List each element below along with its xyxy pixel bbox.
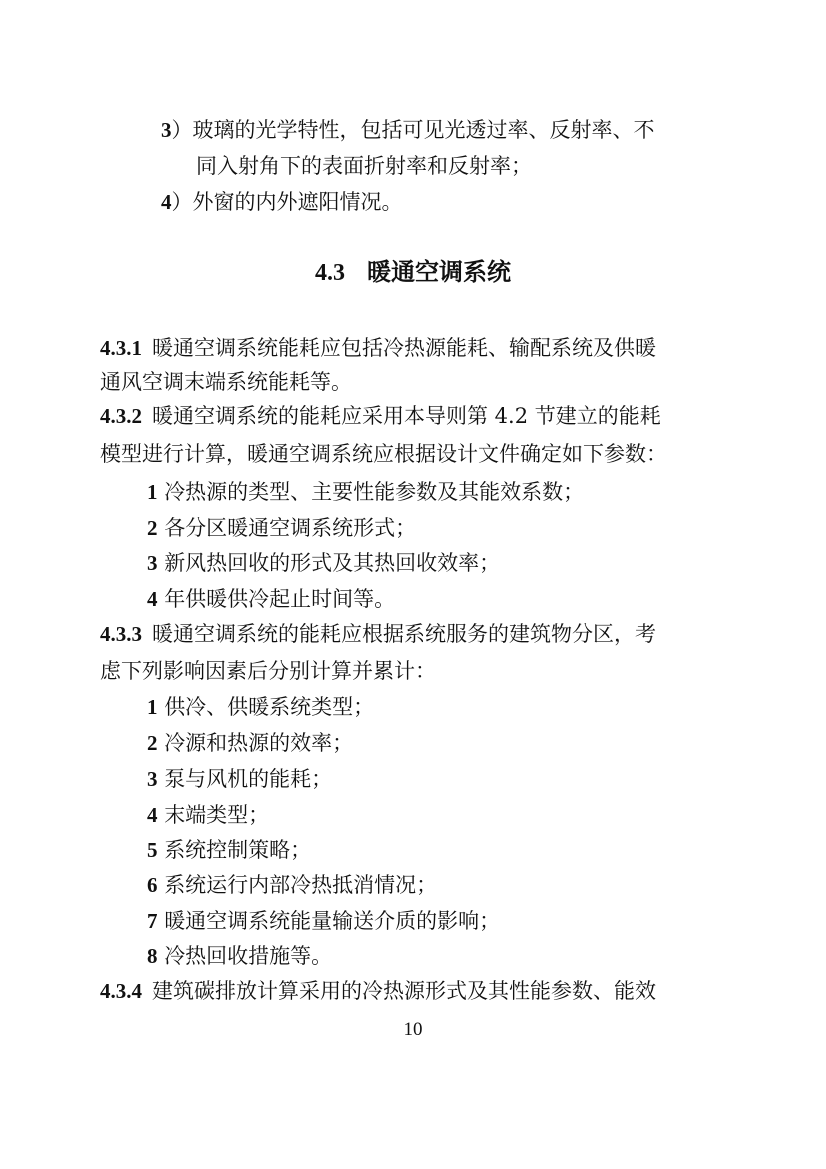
item-number: 3 bbox=[161, 118, 172, 142]
clause-text: 建筑碳排放计算采用的冷热源形式及其性能参数、能效 bbox=[152, 979, 656, 1003]
list-item bbox=[147, 548, 731, 578]
item-number: 4 bbox=[147, 803, 158, 827]
clause-4-3-2 bbox=[100, 401, 730, 431]
clause-text: 暖通空调系统的能耗应根据系统服务的建筑物分区，考 bbox=[152, 622, 656, 646]
list-item bbox=[147, 941, 731, 971]
clause-text: 暖通空调系统的能耗应采用本导则第 4.2 节建立的能耗 bbox=[152, 404, 661, 428]
item-text: 暖通空调系统能量输送介质的影响； bbox=[164, 909, 501, 933]
list-item bbox=[147, 906, 731, 936]
list-item bbox=[147, 692, 731, 722]
item-text: 末端类型； bbox=[164, 803, 270, 827]
clause-id: 4.3.4 bbox=[100, 979, 142, 1003]
item-number: 1 bbox=[147, 695, 158, 719]
list-item-continuation bbox=[196, 151, 731, 181]
clause-text: 模型进行计算，暖通空调系统应根据设计文件确定如下参数： bbox=[100, 442, 667, 466]
item-text: 供冷、供暖系统类型； bbox=[164, 695, 375, 719]
list-item bbox=[147, 584, 731, 614]
page-number: 10 bbox=[403, 1019, 423, 1040]
clause-continuation bbox=[100, 656, 730, 686]
item-number: 1 bbox=[147, 480, 158, 504]
section-number: 4.3 bbox=[315, 260, 345, 286]
item-number: 4 bbox=[147, 587, 158, 611]
item-number: 2 bbox=[147, 516, 158, 540]
list-item bbox=[147, 728, 731, 758]
item-text: 年供暖供冷起止时间等。 bbox=[164, 587, 396, 611]
list-item bbox=[147, 513, 731, 543]
item-text: 泵与风机的能耗； bbox=[164, 767, 333, 791]
item-number: 4 bbox=[161, 190, 172, 214]
clause-4-3-3 bbox=[100, 619, 730, 649]
clause-text: 暖通空调系统能耗应包括冷热源能耗、输配系统及供暖 bbox=[152, 336, 656, 360]
clause-id: 4.3.2 bbox=[100, 404, 142, 428]
item-text: ）玻璃的光学特性，包括可见光透过率、反射率、不 bbox=[171, 118, 655, 142]
item-number: 3 bbox=[147, 551, 158, 575]
item-text: 新风热回收的形式及其热回收效率； bbox=[164, 551, 501, 575]
item-number: 2 bbox=[147, 731, 158, 755]
list-item bbox=[147, 835, 731, 865]
clause-id: 4.3.3 bbox=[100, 622, 142, 646]
item-number: 7 bbox=[147, 909, 158, 933]
item-number: 5 bbox=[147, 838, 158, 862]
clause-id: 4.3.1 bbox=[100, 336, 142, 360]
clause-text: 虑下列影响因素后分别计算并累计： bbox=[100, 659, 436, 683]
item-number: 6 bbox=[147, 873, 158, 897]
item-text: ）外窗的内外遮阳情况。 bbox=[171, 190, 403, 214]
clause-text: 通风空调末端系统能耗等。 bbox=[100, 370, 352, 394]
section-heading bbox=[0, 255, 826, 290]
list-item bbox=[161, 115, 731, 145]
list-item bbox=[147, 870, 731, 900]
clause-continuation bbox=[100, 439, 730, 469]
item-number: 3 bbox=[147, 767, 158, 791]
item-number: 8 bbox=[147, 944, 158, 968]
section-title: 暖通空调系统 bbox=[367, 258, 511, 286]
item-text: 冷热回收措施等。 bbox=[164, 944, 333, 968]
item-text: 冷热源的类型、主要性能参数及其能效系数； bbox=[164, 480, 585, 504]
list-item bbox=[147, 800, 731, 830]
item-text: 系统运行内部冷热抵消情况； bbox=[164, 873, 438, 897]
list-item bbox=[147, 764, 731, 794]
clause-4-3-1 bbox=[100, 333, 730, 363]
list-item bbox=[161, 187, 731, 217]
list-item bbox=[147, 477, 731, 507]
clause-4-3-4 bbox=[100, 976, 730, 1006]
item-text: 冷源和热源的效率； bbox=[164, 731, 354, 755]
clause-continuation bbox=[100, 367, 730, 397]
item-text: 同入射角下的表面折射率和反射率； bbox=[196, 154, 532, 178]
item-text: 各分区暖通空调系统形式； bbox=[164, 516, 417, 540]
item-text: 系统控制策略； bbox=[164, 838, 312, 862]
